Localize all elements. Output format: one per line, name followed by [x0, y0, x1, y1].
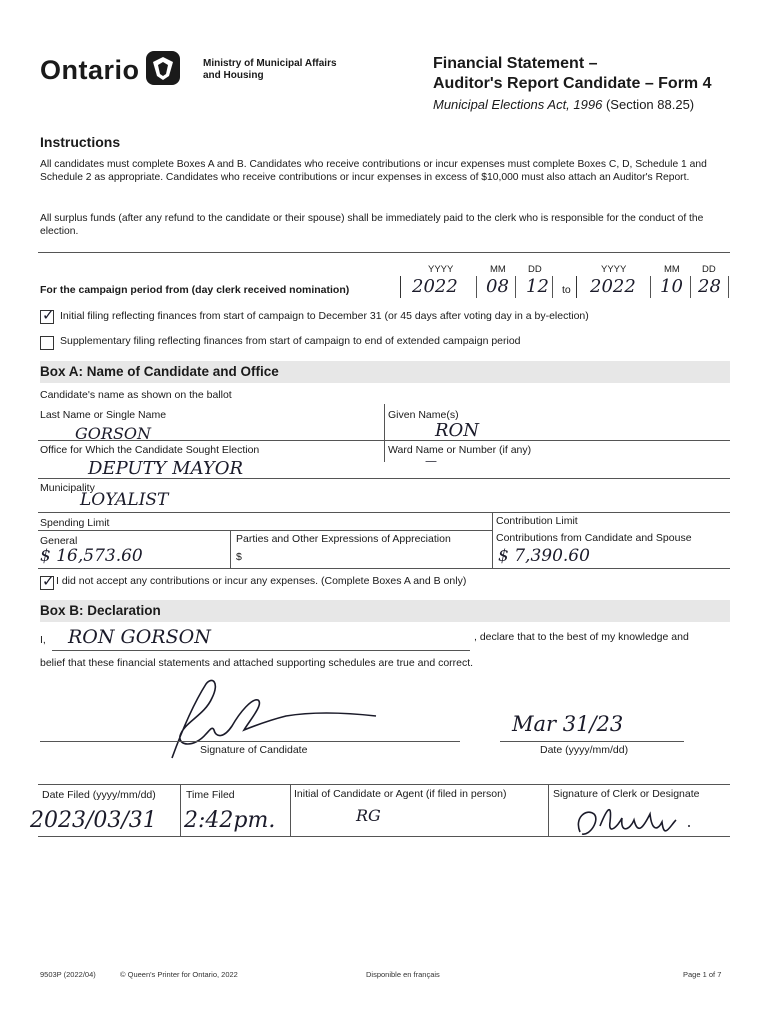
supplementary-filing-label: Supplementary filing reflecting finances from start of campaign to end of extended campaign period — [60, 335, 521, 347]
ballot-note: Candidate's name as shown on the ballot — [40, 389, 232, 401]
date-filed-label: Date Filed (yyyy/mm/dd) — [42, 789, 156, 801]
given-name-value: RON — [435, 420, 480, 441]
box-a-heading: Box A: Name of Candidate and Office — [40, 361, 730, 383]
from-divider-2 — [515, 276, 516, 298]
trillium-logo-icon — [145, 50, 181, 86]
last-name-value: GORSON — [75, 424, 152, 443]
box-b-heading: Box B: Declaration — [40, 600, 730, 622]
filing-divider-1 — [180, 784, 181, 836]
to-divider-2 — [690, 276, 691, 298]
parties-value: $ — [236, 551, 242, 563]
declaration-date-value: Mar 31/23 — [512, 712, 624, 736]
time-filed-value: 2:42pm. — [184, 808, 276, 833]
i-label: I, — [40, 634, 46, 646]
col-yyyy-from: YYYY — [428, 264, 454, 275]
col-yyyy-to: YYYY — [601, 264, 627, 275]
date-label: Date (yyyy/mm/dd) — [540, 744, 629, 756]
from-divider-1 — [476, 276, 477, 298]
initial-filing-label: Initial filing reflecting finances from start of campaign to December 31 (or 45 days after voting day in a by-election) — [60, 310, 589, 322]
no-contributions-label: I did not accept any contributions or incur any expenses. (Complete Boxes A and B only) — [56, 575, 467, 587]
municipality-value: LOYALIST — [80, 490, 169, 510]
signature-label: Signature of Candidate — [200, 744, 308, 756]
clerk-signature-label: Signature of Clerk or Designate — [553, 788, 700, 800]
date-line — [500, 741, 684, 742]
period-label: For the campaign period from (day clerk received nomination) — [40, 284, 350, 296]
from-day-value: 12 — [526, 276, 549, 297]
from-month-value: 08 — [486, 276, 509, 297]
divider — [38, 512, 730, 513]
filing-divider-2 — [290, 784, 291, 836]
general-limit-value: $ 16,573.60 — [40, 546, 143, 566]
to-year-value: 2022 — [590, 276, 636, 297]
office-value: DEPUTY MAYOR — [88, 458, 244, 479]
divider — [38, 784, 730, 785]
col-dd-from: DD — [528, 264, 542, 275]
act-section: (Section 88.25) — [605, 97, 695, 112]
date-filed-value: 2023/03/31 — [30, 808, 157, 833]
form-subtitle — [433, 97, 694, 112]
initial-filing-checkbox[interactable] — [40, 306, 55, 324]
declarant-name: RON GORSON — [68, 626, 211, 648]
divider — [38, 478, 730, 479]
divider — [38, 836, 730, 837]
contrib-limit-value: $ 7,390.60 — [498, 546, 590, 566]
ward-label: Ward Name or Number (if any) — [388, 444, 532, 456]
declare-text: , declare that to the best of my knowledge and — [474, 631, 689, 643]
french-available-link[interactable]: Disponible en français — [366, 970, 440, 979]
title-line-2: Auditor's Report Candidate – Form 4 — [433, 75, 712, 92]
time-filed-label: Time Filed — [186, 789, 235, 801]
supplementary-filing-checkbox[interactable] — [40, 336, 54, 350]
divider — [38, 530, 492, 531]
col-mm-from: MM — [490, 264, 506, 275]
to-label: to — [562, 284, 571, 296]
signature-line — [40, 741, 460, 742]
from-divider-3 — [552, 276, 553, 298]
contrib-from-label: Contributions from Candidate and Spouse — [496, 532, 692, 544]
from-year-value: 2022 — [412, 276, 458, 297]
ministry-name — [203, 58, 337, 82]
initial-value: RG — [356, 806, 381, 825]
divider — [38, 252, 730, 253]
ministry-line-2: and Housing — [203, 70, 264, 81]
divider — [38, 568, 730, 569]
initial-label: Initial of Candidate or Agent (if filed in person) — [294, 788, 507, 800]
form-id: 9503P (2022/04) — [40, 970, 96, 979]
form-title — [433, 54, 712, 94]
act-name: Municipal Elections Act, 1996 — [433, 97, 603, 112]
spending-limit-label: Spending Limit — [40, 517, 110, 529]
col-mm-to: MM — [664, 264, 680, 275]
last-name-label: Last Name or Single Name — [40, 409, 167, 421]
to-day-value: 28 — [698, 276, 721, 297]
belief-text: belief that these financial statements and attached supporting schedules are true and correct. — [40, 657, 474, 669]
divider — [38, 440, 730, 441]
municipality-label: Municipality — [40, 482, 95, 494]
copyright: © Queen's Printer for Ontario, 2022 — [120, 970, 238, 979]
instructions-para-2: All surplus funds (after any refund to the candidate or their spouse) shall be immediately paid to the clerk who is responsible for the conduct of the election. — [40, 213, 704, 237]
ministry-line-1: Ministry of Municipal Affairs — [203, 58, 337, 69]
to-divider-1 — [650, 276, 651, 298]
ontario-logo-text: Ontario — [40, 55, 140, 85]
initial-filing-checkmark: ✓ — [42, 306, 55, 324]
clerk-signature-icon — [560, 796, 730, 856]
instructions-para-1: All candidates must complete Boxes A and B. Candidates who receive contributions or incur expenses must complete Boxes C, D, Schedule 1 and Schedule 2 as appropriate. Candidates who receive contributions or incur expenses in excess of $10,000 must also attach an Auditor's Report. — [40, 159, 707, 183]
page-number: Page 1 of 7 — [683, 970, 722, 979]
contrib-limit-label: Contribution Limit — [496, 515, 578, 527]
instructions-heading: Instructions — [40, 134, 121, 150]
no-contributions-checkbox[interactable] — [40, 572, 55, 590]
filing-divider-3 — [548, 784, 549, 836]
office-label: Office for Which the Candidate Sought Election — [40, 444, 260, 456]
general-parties-divider — [230, 531, 231, 568]
col-dd-to: DD — [702, 264, 716, 275]
to-divider-3 — [728, 276, 729, 298]
box-a-col-divider — [384, 404, 385, 462]
general-label: General — [40, 535, 78, 547]
given-name-label: Given Name(s) — [388, 409, 459, 421]
to-month-value: 10 — [660, 276, 683, 297]
spending-contrib-divider — [492, 513, 493, 568]
no-contributions-checkmark: ✓ — [42, 572, 55, 590]
ward-value: — — [425, 454, 437, 468]
parties-label: Parties and Other Expressions of Appreciation — [236, 533, 451, 545]
declarant-line — [52, 650, 470, 651]
title-line-1: Financial Statement – — [433, 55, 598, 72]
